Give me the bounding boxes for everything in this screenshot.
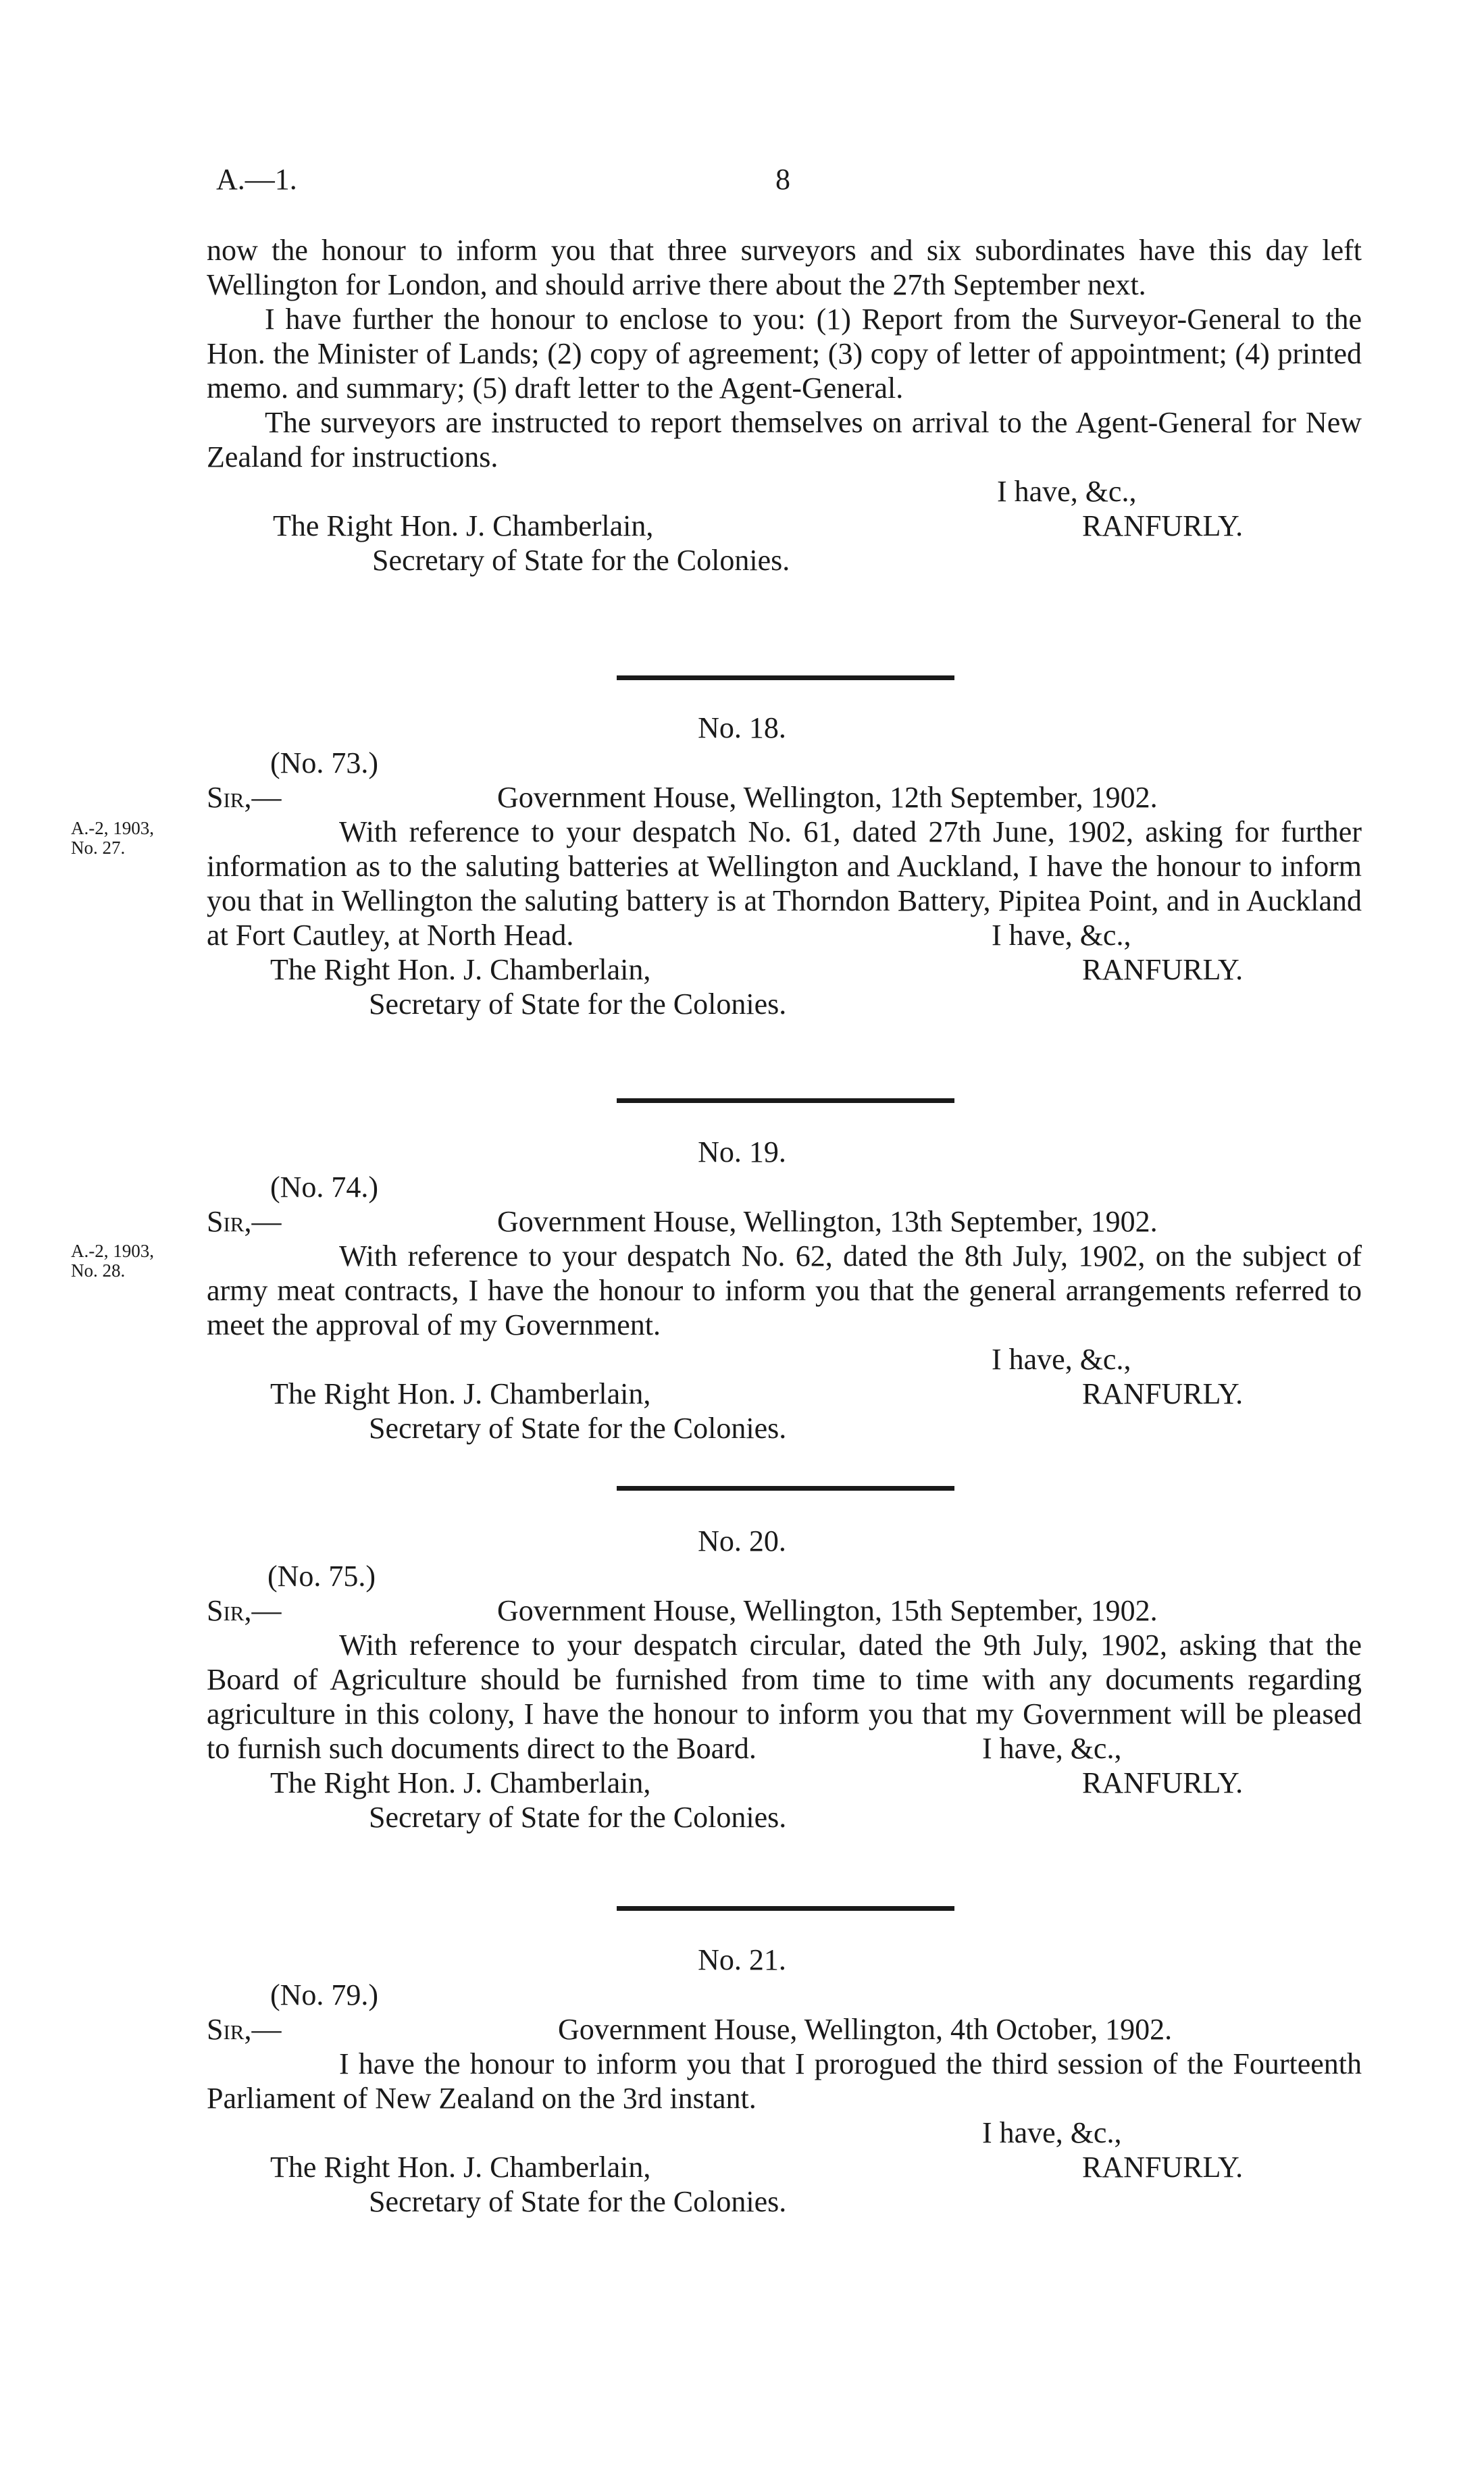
despatch-reference: (No. 79.) xyxy=(270,1978,379,2011)
section-divider xyxy=(617,1098,954,1103)
closing-formula: I have, &c., xyxy=(997,475,1137,508)
letter-body: With reference to your despatch No. 61, dated 27th June, 1902, asking for further information as to the saluting batteries at Wellington and Auckland, I have the honour to inform you that in Wellington the saluting battery is at Thorndon Battery, Pipitea Point, and in Auckland at Fort Cautley, at North Head. xyxy=(207,815,1362,952)
page-number: 8 xyxy=(775,163,790,196)
section-divider xyxy=(617,675,954,680)
signature: RANFURLY. xyxy=(1082,2151,1244,2184)
closing-formula: I have, &c., xyxy=(982,2116,1122,2149)
closing-formula: I have, &c., xyxy=(992,1343,1131,1376)
addressee-title: Secretary of State for the Colonies. xyxy=(372,544,790,577)
dateline: Government House, Wellington, 4th October, 1902. xyxy=(558,2013,1173,2046)
addressee-title: Secretary of State for the Colonies. xyxy=(369,987,787,1021)
addressee: The Right Hon. J. Chamberlain, xyxy=(273,509,654,542)
letter-no-20 xyxy=(207,1559,1362,1834)
opening-letter-continuation xyxy=(207,233,1362,578)
dateline: Government House, Wellington, 15th September, 1902. xyxy=(497,1594,1158,1627)
signature: RANFURLY. xyxy=(1082,509,1244,542)
signature: RANFURLY. xyxy=(1082,1377,1244,1410)
section-divider xyxy=(617,1486,954,1491)
despatch-reference: (No. 74.) xyxy=(270,1171,379,1204)
signature: RANFURLY. xyxy=(1082,953,1244,986)
letter-body: With reference to your despatch No. 62, dated the 8th July, 1902, on the subject of army meat contracts, I have the honour to inform you that the general arrangements referred to meet the approval of my Government. xyxy=(207,1239,1362,1341)
series-label: A.—1. xyxy=(216,163,297,196)
addressee-title: Secretary of State for the Colonies. xyxy=(369,1801,787,1834)
letter-number: No. 19. xyxy=(698,1135,786,1169)
addressee: The Right Hon. J. Chamberlain, xyxy=(270,1766,651,1799)
opening-paragraph-3: The surveyors are instructed to report themselves on arrival to the Agent-General for New Zealand for instructions. xyxy=(207,406,1362,473)
opening-paragraph-2: I have further the honour to enclose to you: (1) Report from the Surveyor-General to the Hon. the Minister of Lands; (2) copy of agreement; (3) copy of letter of appointment; (4) printed memo. and summary; (5) draft letter to the Agent-General. xyxy=(207,303,1362,405)
margin-reference: A.-2, 1903, No. 27. xyxy=(71,818,154,858)
signature: RANFURLY. xyxy=(1082,1766,1244,1799)
salutation: Sir,— xyxy=(207,1594,282,1627)
addressee: The Right Hon. J. Chamberlain, xyxy=(270,1377,651,1410)
addressee-title: Secretary of State for the Colonies. xyxy=(369,2185,787,2218)
letter-body: With reference to your despatch circular, dated the 9th July, 1902, asking that the Board of Agriculture should be furnished from time to time with any documents regarding agriculture in this colony, I have the honour to inform you that my Government will be pleased to furnish such documents direct to the Board. xyxy=(207,1628,1362,1765)
closing-formula: I have, &c., xyxy=(982,1732,1122,1765)
letter-number: No. 21. xyxy=(698,1943,786,1976)
salutation: Sir,— xyxy=(207,2013,282,2046)
salutation: Sir,— xyxy=(207,1205,282,1238)
letter-no-21 xyxy=(207,1978,1362,2219)
addressee: The Right Hon. J. Chamberlain, xyxy=(270,2151,651,2184)
despatch-reference: (No. 73.) xyxy=(270,746,379,779)
margin-reference: A.-2, 1903, No. 28. xyxy=(71,1241,154,1281)
opening-paragraph-1: now the honour to inform you that three surveyors and six subordinates have this day left Wellington for London, and should arrive there about the 27th September next. xyxy=(207,234,1362,301)
letter-number: No. 18. xyxy=(698,711,786,744)
closing-formula: I have, &c., xyxy=(992,919,1131,952)
dateline: Government House, Wellington, 13th September, 1902. xyxy=(497,1205,1158,1238)
letter-body: I have the honour to inform you that I prorogued the third session of the Fourteenth Parliament of New Zealand on the 3rd instant. xyxy=(207,2047,1362,2115)
letter-number: No. 20. xyxy=(698,1524,786,1558)
section-divider xyxy=(617,1906,954,1911)
salutation: Sir,— xyxy=(207,781,282,814)
despatch-reference: (No. 75.) xyxy=(267,1560,376,1593)
letter-no-19 xyxy=(207,1170,1362,1445)
addressee: The Right Hon. J. Chamberlain, xyxy=(270,953,651,986)
dateline: Government House, Wellington, 12th September, 1902. xyxy=(497,781,1158,814)
letter-no-18 xyxy=(207,746,1362,1021)
addressee-title: Secretary of State for the Colonies. xyxy=(369,1412,787,1445)
